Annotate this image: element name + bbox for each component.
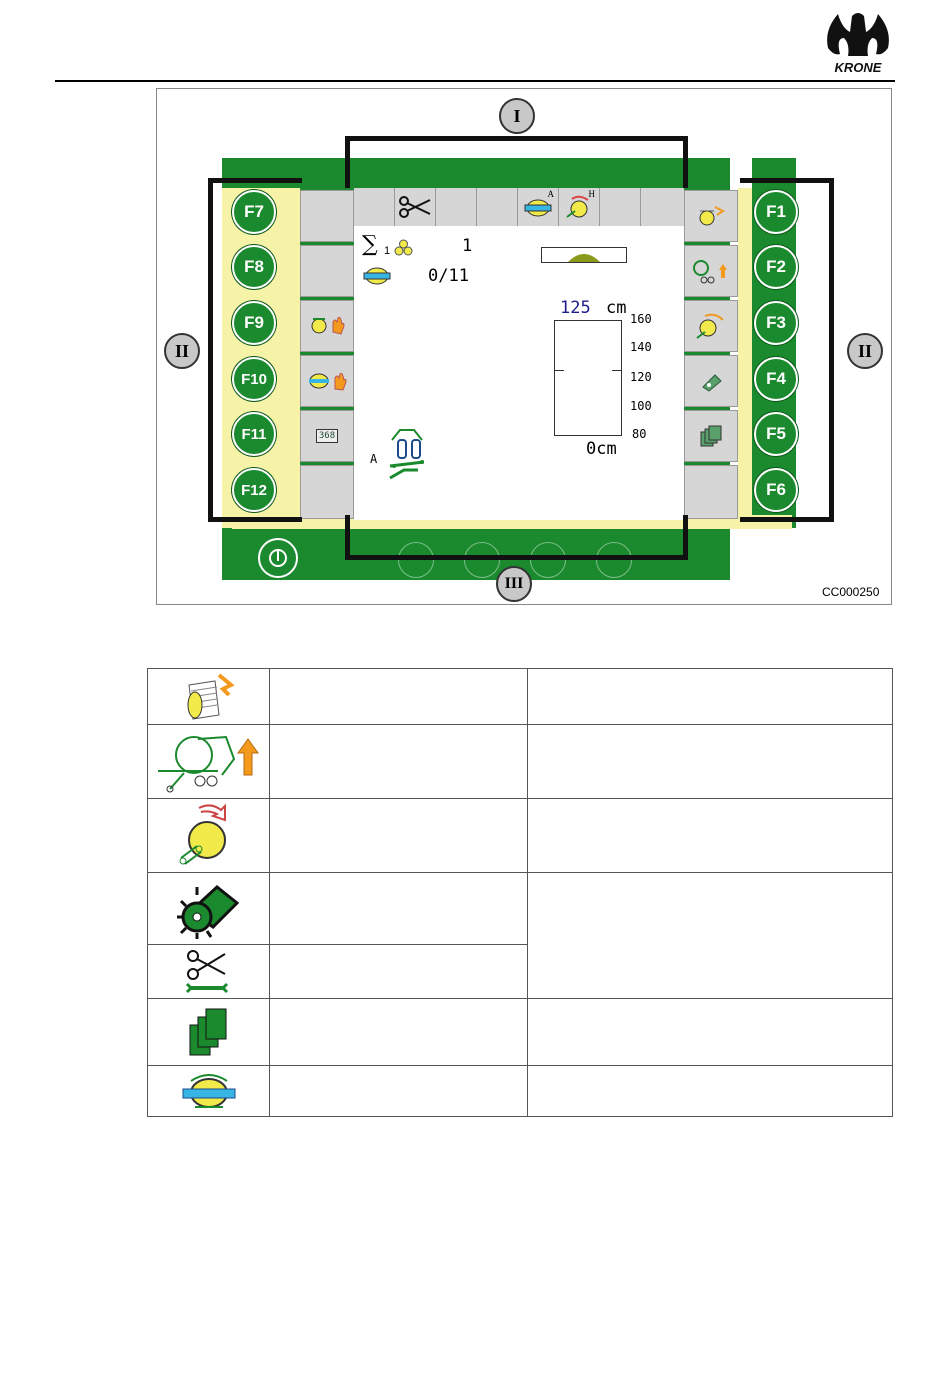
description-cell bbox=[270, 725, 528, 799]
counter-display: 368 bbox=[316, 429, 338, 443]
description-cell bbox=[528, 873, 893, 999]
sigma-symbol: ∑ bbox=[362, 232, 378, 257]
symbol-legend-table bbox=[147, 668, 893, 1117]
header-rule bbox=[55, 80, 895, 82]
left-softkey-3[interactable] bbox=[300, 300, 354, 352]
power-icon bbox=[267, 547, 289, 569]
right-softkey-3[interactable] bbox=[684, 300, 738, 352]
left-softkey-4[interactable] bbox=[300, 355, 354, 407]
bale-roll-icon bbox=[177, 802, 241, 870]
power-button[interactable] bbox=[258, 538, 298, 578]
icon-cell bbox=[148, 945, 270, 999]
net-wrap-small-icon bbox=[523, 196, 553, 218]
right-softkey-5[interactable] bbox=[684, 410, 738, 462]
description-cell bbox=[528, 1066, 893, 1117]
description-cell bbox=[528, 799, 893, 873]
table-row bbox=[148, 725, 893, 799]
bracket-left bbox=[208, 178, 302, 522]
icon-cell bbox=[148, 999, 270, 1066]
callout-bottom: III bbox=[496, 566, 532, 602]
topbar-slot[interactable] bbox=[354, 188, 395, 226]
description-cell bbox=[528, 725, 893, 799]
bale-eject-icon bbox=[179, 671, 239, 723]
description-cell bbox=[270, 945, 528, 999]
right-softkey-4[interactable] bbox=[684, 355, 738, 407]
gauge-scale bbox=[622, 312, 672, 446]
knife-sensor-icon bbox=[173, 877, 245, 941]
mode-label: A bbox=[370, 452, 378, 466]
f4-key[interactable]: F4 bbox=[754, 357, 798, 401]
net-hand-icon bbox=[307, 369, 347, 393]
left-softkey-5[interactable] bbox=[300, 410, 354, 462]
table-row bbox=[148, 669, 893, 725]
icon-cell bbox=[148, 669, 270, 725]
sigma-subscript: 1 bbox=[384, 245, 391, 257]
f10-key[interactable]: F10 bbox=[232, 357, 276, 401]
f1-key[interactable]: F1 bbox=[754, 190, 798, 234]
tailgate-open-icon bbox=[154, 729, 264, 795]
layers-icon bbox=[184, 1005, 234, 1059]
f5-key[interactable]: F5 bbox=[754, 412, 798, 456]
description-cell bbox=[270, 1066, 528, 1117]
scale-tick: 80 bbox=[632, 427, 647, 441]
f8-key[interactable]: F8 bbox=[232, 245, 276, 289]
f12-key[interactable]: F12 bbox=[232, 468, 276, 512]
right-softkey-2[interactable] bbox=[684, 245, 738, 297]
bale-hand-icon bbox=[307, 314, 347, 338]
tailgate-small-icon bbox=[691, 258, 731, 284]
icon-cell bbox=[148, 1066, 270, 1117]
scissors-icon bbox=[398, 196, 432, 218]
table-row bbox=[148, 999, 893, 1066]
brand-text: KRONE bbox=[834, 60, 882, 75]
description-cell bbox=[270, 873, 528, 945]
callout-right: II bbox=[847, 333, 883, 369]
left-softkey-2[interactable] bbox=[300, 245, 354, 297]
bracket-top bbox=[345, 136, 688, 188]
bracket-bottom bbox=[345, 515, 688, 560]
topbar-slot[interactable] bbox=[436, 188, 477, 226]
f2-key[interactable]: F2 bbox=[754, 245, 798, 289]
f7-key[interactable]: F7 bbox=[232, 190, 276, 234]
topbar-knife-button[interactable] bbox=[395, 188, 436, 226]
icon-cell bbox=[148, 799, 270, 873]
description-cell bbox=[270, 799, 528, 873]
bale-count-value: 1 bbox=[462, 236, 473, 256]
bale-pile-icon bbox=[393, 238, 415, 256]
topbar-bale-mode-button[interactable] bbox=[559, 188, 600, 226]
mode-h-label: H bbox=[588, 189, 595, 199]
net-count-value: 0/11 bbox=[428, 266, 469, 286]
right-softkey-column bbox=[684, 190, 738, 520]
description-cell bbox=[270, 999, 528, 1066]
topbar-slot[interactable] bbox=[600, 188, 641, 226]
scissors-wrench-icon bbox=[185, 948, 233, 996]
callout-left: II bbox=[164, 333, 200, 369]
f3-key[interactable]: F3 bbox=[754, 301, 798, 345]
right-softkey-1[interactable] bbox=[684, 190, 738, 242]
f6-key[interactable]: F6 bbox=[754, 468, 798, 512]
bottom-value: 0cm bbox=[586, 439, 617, 459]
diameter-value: 125 bbox=[560, 298, 591, 318]
topbar-slot[interactable] bbox=[641, 188, 684, 226]
icon-cell bbox=[148, 725, 270, 799]
knife-sensor-small-icon bbox=[697, 369, 725, 393]
scale-tick: 120 bbox=[630, 370, 652, 384]
figure-code: CC000250 bbox=[822, 585, 880, 599]
scale-tick: 100 bbox=[630, 399, 652, 413]
f9-key[interactable]: F9 bbox=[232, 301, 276, 345]
table-row bbox=[148, 799, 893, 873]
gauge-marker-right bbox=[612, 370, 622, 371]
table-row bbox=[148, 873, 893, 945]
bracket-right bbox=[740, 178, 834, 522]
icon-cell bbox=[148, 873, 270, 945]
left-softkey-1[interactable] bbox=[300, 190, 354, 242]
callout-top: I bbox=[499, 98, 535, 134]
left-softkey-6[interactable] bbox=[300, 465, 354, 519]
table-row bbox=[148, 1066, 893, 1117]
scale-tick: 160 bbox=[630, 312, 652, 326]
diameter-unit: cm bbox=[606, 298, 627, 318]
layers-small-icon bbox=[699, 424, 723, 448]
display-top-bar bbox=[354, 188, 684, 226]
description-cell bbox=[528, 999, 893, 1066]
net-wrap-icon bbox=[181, 1071, 237, 1111]
topbar-net-mode-button[interactable] bbox=[518, 188, 559, 226]
krone-logo bbox=[822, 8, 894, 76]
gauge-marker-left bbox=[554, 370, 564, 371]
topbar-slot[interactable] bbox=[477, 188, 518, 226]
right-softkey-6[interactable] bbox=[684, 465, 738, 519]
f11-key[interactable]: F11 bbox=[232, 412, 276, 456]
bale-eject-small-icon bbox=[695, 203, 727, 229]
description-cell bbox=[528, 669, 893, 725]
net-wrap-display-icon bbox=[362, 265, 392, 287]
scale-tick: 140 bbox=[630, 340, 652, 354]
description-cell bbox=[270, 669, 528, 725]
mode-a-label: A bbox=[547, 189, 554, 199]
bale-chamber-icon bbox=[384, 426, 434, 482]
diameter-gauge bbox=[554, 320, 622, 436]
bale-shape-indicator bbox=[541, 247, 627, 263]
bale-roll-softkey-icon bbox=[693, 312, 729, 340]
left-softkey-column bbox=[300, 190, 354, 520]
